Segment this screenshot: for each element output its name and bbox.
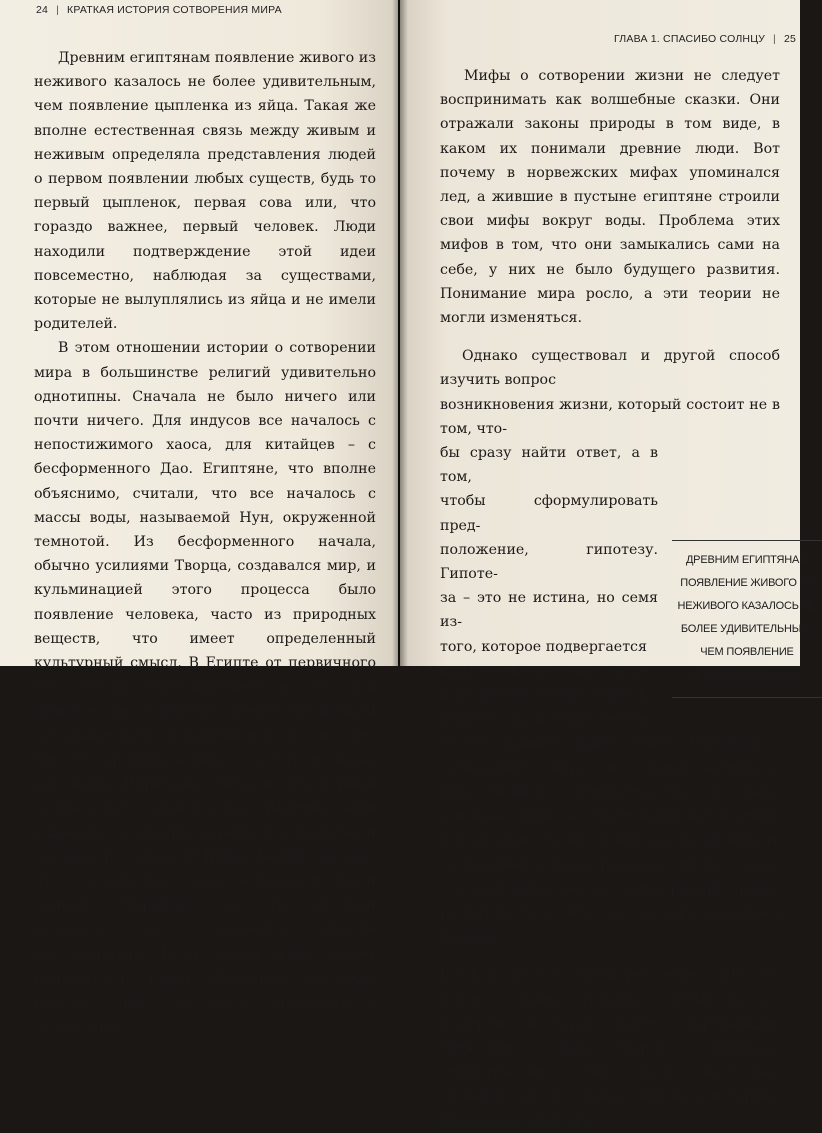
p2-line-9: и позволяет глубже понять <box>440 687 647 704</box>
right-page-number: 25 <box>783 33 797 45</box>
right-body-text <box>440 64 817 1133</box>
left-page-number: 24 <box>36 4 49 16</box>
book-gutter <box>392 0 408 666</box>
right-running-head: ГЛАВА 1. СПАСИБО СОЛНЦУ | 25 <box>614 33 797 45</box>
p2-line-7: того, которое подвергается <box>440 638 647 655</box>
p2-line-10: вопросы, на которые челове- <box>440 711 658 728</box>
left-running-title: КРАТКАЯ ИСТОРИЯ СОТВОРЕНИЯ МИРА <box>67 4 282 16</box>
wrapped-paragraph <box>440 344 817 949</box>
p2-line-3: бы сразу найти ответ, а в том, <box>440 445 658 486</box>
p2-line-5: положение, гипотезу. Гипоте- <box>440 541 658 583</box>
left-paragraph-1: Древним египтянам появление живого из неживого казалось не более удивительным, чем появление цыпленка из яйца. Такая же вполне естественная связь между живым и неживым определяла представления людей о первом появлении любых существ, будь то первый цыпленок, первая сова или, что гораздо важнее, первый человек. Люди находили подтверждение этой идеи повсеместно, наблюдая за существами, которые не вылуплялись из яйца и не имели родителей. <box>34 50 376 333</box>
right-paragraph-1: Мифы о сотворении жизни не следует воспринимать как волшебные сказки. Они отражали законы природы в том виде, в каком их понимали древние люди. Вот почему в норвежских мифах упоминался лед, а жившие в пустыне египтяне строили свои мифы вокруг воды. Проблема этих мифов в том, что они замыкались сами на себе, у них не было будущего развития. Понимание мира росло, а эти теории не могли изменяться. <box>440 68 780 327</box>
p2-line-11: чество жаждет найти ответ. <box>440 735 678 752</box>
section-spacer <box>440 949 780 963</box>
left-page <box>0 0 398 1035</box>
right-page <box>400 0 817 1129</box>
left-paragraph-2: В этом отношении истории о сотворении мира в большинстве религий удивительно однотипны. Сначала не было ничего или почти ничего. Для индусов все началось с непостижимого хаоса, для китайцев – с бесформенного Дао. Египтяне, что вполне объяснимо, считали, что все началось с массы воды, называемой Нун, окруженной темнотой. Из бесформенного начала, обычно усилиями Творца, создавался мир, и кульминацией этого процесса было появление человека, часто из природных веществ, что имеет определенный культурный смысл. В Египте от первичного бога Атума, воплощающего в себе как женское, так и мужское начало, произошли остальные боги. В конечном итоге, из слез бога Ра зародились люди – по сути, из воды, как жабы. Норвежцы считали, что первый человек был создан изо льда. Индейцы майя и древние ассирийцы верили, что люди были сделаны из глины. В Книге Бытия сказано, что «Господь Бог создал человека из пыли земной». Вероятно, все эти истории казались их создателям вполне достоверными. Если живая жаба может появиться из такой субстанции, как вода, почему такого не могло произойти с человеком? <box>34 340 376 1035</box>
p2-line-4: чтобы сформулировать пред- <box>440 493 658 534</box>
p2-line-8: критическому осмыслению <box>440 662 648 679</box>
p2-line-1: Однако существовал и другой способ изучить вопрос <box>440 348 780 389</box>
left-body-text <box>34 46 376 1038</box>
left-running-head: 24 | КРАТКАЯ ИСТОРИЯ СОТВОРЕНИЯ МИРА <box>36 4 282 16</box>
right-running-title: ГЛАВА 1. СПАСИБО СОЛНЦУ <box>614 33 766 45</box>
p2-line-2: возникновения жизни, который состоит не в том, что- <box>440 396 780 437</box>
paragraph-spacer <box>440 330 780 344</box>
p2-line-6: за – это не истина, но семя из- <box>440 590 658 631</box>
pull-quote: ДРЕВНИМ ЕГИПТЯНАМ ПОЯВЛЕНИЕ ЖИВОГО ИЗ НЕЖИВОГО КАЗАЛОСЬ НЕ БОЛЕЕ УДИВИТЕЛЬНЫМ, ЧЕМ ПОЯВЛЕНИЕ ЦЫПЛЕНКА ИЗ ЯЙЦА. <box>672 540 822 698</box>
p2-continued: Гипотеза о сотворении мира не предусматривала божественного вмешательства и была основана лишь на тщательном наблюдении и дедукции. Позже появилась возможность экспериментальной проверки гипотез, и все это произошло уже на самых ранних этапах развития того, что мы сегодня называем наукой. <box>440 735 780 946</box>
right-paragraph-3: В VI в. до н.э., примерно через 200 лет после создания «Илиады» слепым поэтом Гомером, в горах Тайгет, окружавших греческий город Спарта, случилось землетрясение. Оно было настолько сильным, что, по словам римского историка Цицерона, один пик <box>440 967 780 1129</box>
